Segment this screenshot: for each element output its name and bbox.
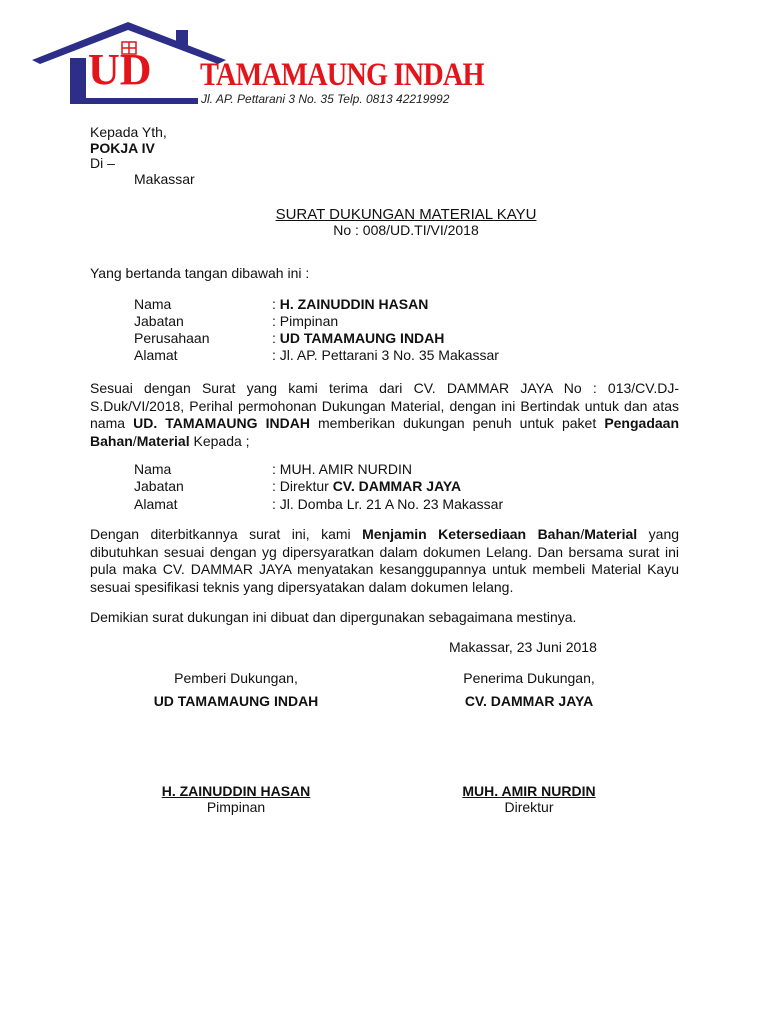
field-label: Perusahaan xyxy=(134,330,210,346)
field-value: : UD TAMAMAUNG INDAH xyxy=(272,330,445,346)
giver-role: Pemberi Dukungan, xyxy=(174,670,298,686)
letterhead-address: Jl. AP. Pettarani 3 No. 35 Telp. 0813 42219992 xyxy=(201,92,450,106)
field-value: : H. ZAINUDDIN HASAN xyxy=(272,296,429,312)
field-value: : Jl. AP. Pettarani 3 No. 35 Makassar xyxy=(272,347,499,363)
giver-title: Pimpinan xyxy=(206,799,266,815)
field-value: : Jl. Domba Lr. 21 A No. 23 Makassar xyxy=(272,496,504,512)
receiver-name: MUH. AMIR NURDIN xyxy=(462,783,596,799)
field-value: : Direktur CV. DAMMAR JAYA xyxy=(272,478,462,494)
receiver-role: Penerima Dukungan, xyxy=(463,670,595,686)
receiver-company: CV. DAMMAR JAYA xyxy=(464,693,594,709)
paragraph-guarantee: Dengan diterbitkannya surat ini, kami Menjamin Ketersediaan Bahan/Material yang dibutuhkan sesuai dengan yg dipersyaratkan dalam dokumen Lelang. Dan bersama surat ini pula maka CV. DAMMAR JAYA menyatakan kesanggupannya untuk membeli Material Kayu sesuai spesifikasi teknis yang dipersyatakan dalam dokumen lelang. xyxy=(90,526,680,595)
intro-text: Yang bertanda tangan dibawah ini : xyxy=(90,265,310,281)
giver-name-wrap xyxy=(136,783,336,800)
recipient-di: Di – xyxy=(90,155,115,171)
receiver-name-wrap xyxy=(429,783,629,800)
giver-name: H. ZAINUDDIN HASAN xyxy=(161,783,311,799)
paragraph-request: Sesuai dengan Surat yang kami terima dari CV. DAMMAR JAYA No : 013/CV.DJ-S.Duk/VI/2018, Perihal permohonan Dukungan Material, dengan ini Bertindak untuk dan atas nama UD. TAMAMAUNG INDAH memberikan dukungan penuh untuk paket Pengadaan Bahan/Material Kepada ; xyxy=(90,380,680,449)
field-label: Nama xyxy=(134,296,172,312)
company-name: TAMAMAUNG INDAH xyxy=(200,57,484,93)
field-value: : Pimpinan xyxy=(272,313,339,329)
field-label: Nama xyxy=(134,461,172,477)
letter-title: SURAT DUKUNGAN MATERIAL KAYU xyxy=(275,206,537,223)
field-label: Alamat xyxy=(134,496,178,512)
letter-number: No : 008/UD.TI/VI/2018 xyxy=(333,222,479,238)
brand-prefix: UD xyxy=(88,45,152,94)
receiver-title: Direktur xyxy=(504,799,554,815)
salutation: Kepada Yth, xyxy=(90,124,167,140)
field-label: Jabatan xyxy=(134,313,184,329)
closing-text: Demikian surat dukungan ini dibuat dan dipergunakan sebagaimana mestinya. xyxy=(90,609,577,625)
recipient-city: Makassar xyxy=(134,171,195,187)
place-date: Makassar, 23 Juni 2018 xyxy=(449,639,597,655)
field-label: Jabatan xyxy=(134,478,184,494)
field-label: Alamat xyxy=(134,347,178,363)
giver-company: UD TAMAMAUNG INDAH xyxy=(153,693,319,709)
field-value: : MUH. AMIR NURDIN xyxy=(272,461,412,477)
recipient-name: POKJA IV xyxy=(90,140,155,156)
